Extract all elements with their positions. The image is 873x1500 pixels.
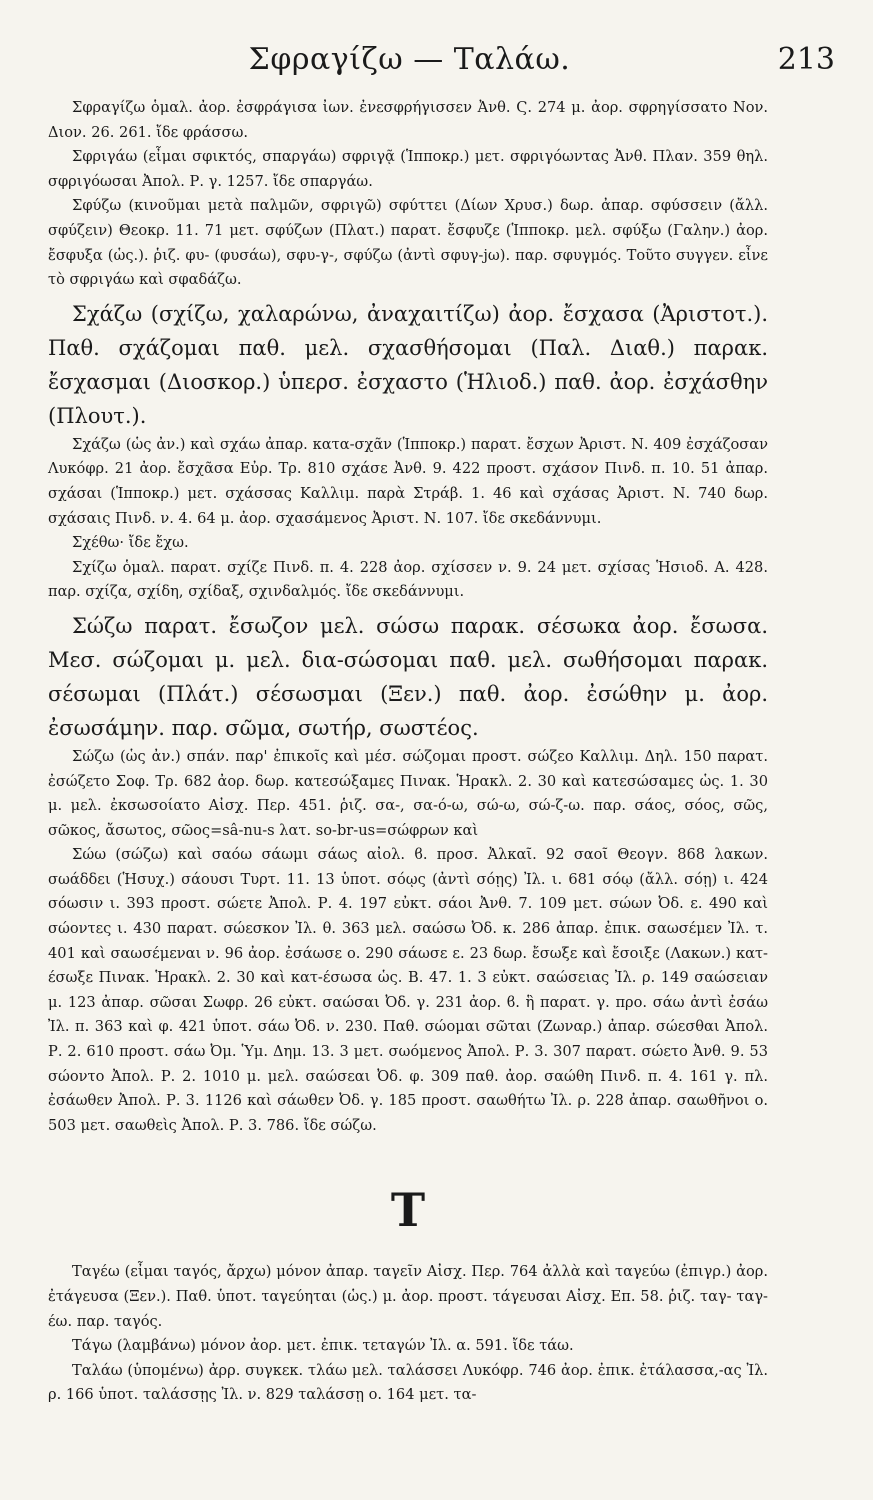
entry-schazo-forms: Σχάζω (ὡς ἀν.) καὶ σχάω ἀπαρ. κατα-σχᾶν (Ἱπποκρ.) παρατ. ἔσχων Ἀριστ. Ν. 409 ἐσχάζοσαν Λυκόφρ. 21 ἀορ. ἔσχᾶσα Εὐρ. Τρ. 810 σχάσε Ἀνθ. 9. 422 προστ. σχάσον Πινδ. π. 10. 51 ἀπαρ. σχάσαι (Ἱπποκρ.) μετ. σχάσσας Καλλιμ. παρὰ Στράβ. 1. 46 καὶ σχάσας Ἀριστ. Ν. 740 δωρ. σχάσαις Πινδ. ν. 4. 64 μ. ἀορ. σχασάμενος Ἀριστ. Ν. 107. ἴδε σκεδάννυμι. <box>48 435 768 527</box>
page-number: 213 <box>777 42 835 77</box>
entry-sfyzo: Σφύζω (κινοῦμαι μετὰ παλμῶν, σφριγῶ) σφύττει (Δίων Χρυσ.) δωρ. ἀπαρ. σφύσσειν (ἄλλ. σφύζειν) Θεοκρ. 11. 71 μετ. σφύζων (Πλατ.) παρατ. ἔσφυζε (Ἱπποκρ. μελ. σφύξω (Γαλην.) ἀορ. ἔσφυξα (ὡς.). ῥιζ. φυ- (φυσάω), σφυ-γ-, σφύζω (ἀντὶ σφυγ-jω). παρ. σφυγμός. Τοῦτο συγγεν. εἶνε τὸ σφριγάω καὶ σφαδάζω. <box>48 197 768 289</box>
entry-sozo-forms: Σώζω (ὡς ἀν.) σπάν. παρ' ἐπικοῖς καὶ μέσ. σώζομαι προστ. σώζεο Καλλιμ. Δηλ. 150 παρατ. ἐσώζετο Σοφ. Τρ. 682 ἀορ. δωρ. κατεσώξαμες Πινακ. Ἡρακλ. 2. 30 καὶ κατεσώσαμες ὡς. 1. 30 μ. μελ. ἐκσωσοίατο Αἰσχ. Περ. 451. ῥιζ. σα-, σα-ό-ω, σώ-ω, σώ-ζ-ω. παρ. σάος, σόος, σῶς, σῶκος, ἄσωτος, σῶος=sâ-nu-s λατ. so-br-us=σώφρων καὶ <box>48 747 768 839</box>
entry-schizo: Σχίζω ὁμαλ. παρατ. σχίζε Πινδ. π. 4. 228 ἀορ. σχίσσεν ν. 9. 24 μετ. σχίσας Ἡσιοδ. Α. 428. παρ. σχίζα, σχίδη, σχίδαξ, σχινδαλμός. ἴδε σκεδάννυμι. <box>48 558 768 601</box>
entry-sozo-main: Σώζω παρατ. ἔσωζον μελ. σώσω παρακ. σέσωκα ἀορ. ἔσωσα. Μεσ. σώζομαι μ. μελ. δια-σώσομαι παθ. μελ. σωθήσομαι παρακ. σέσωμαι (Πλάτ.) σέσωσμαι (Ξεν.) παθ. ἀορ. ἐσώθην μ. ἀορ. ἐσωσάμην. παρ. σῶμα, σωτήρ, σωστέος. <box>48 613 768 740</box>
entry-tago: Τάγω (λαμβάνω) μόνον ἀορ. μετ. ἐπικ. τεταγών Ἰλ. α. 591. ἴδε τάω. <box>72 1337 574 1355</box>
entry-schazo-main: Σχάζω (σχίζω, χαλαρώνω, ἀναχαιτίζω) ἀορ. ἔσχασα (Ἀριστοτ.). Παθ. σχάζομαι παθ. μελ. σχασθήσομαι (Παλ. Διαθ.) παρακ. ἔσχασμαι (Διοσκορ.) ὑπερσ. ἐσχαστο (Ἡλιοδ.) παθ. ἀορ. ἐσχάσθην (Πλουτ.). <box>48 301 768 428</box>
running-head: Σφραγίζω — Ταλάω. <box>248 42 571 77</box>
entry-sfrigao: Σφριγάω (εἶμαι σφικτός, σπαργάω) σφριγᾷ (Ἱπποκρ.) μετ. σφριγόωντας Ἀνθ. Πλαν. 359 θηλ. σφριγόωσαι Ἀπολ. Ρ. γ. 1257. ἴδε σπαργάω. <box>48 148 768 190</box>
entry-tageo: Ταγέω (εἶμαι ταγός, ἄρχω) μόνον ἀπαρ. ταγεῖν Αἰσχ. Περ. 764 ἀλλὰ καὶ ταγεύω (ἐπιγρ.) ἀορ. ἐτάγευσα (Ξεν.). Παθ. ὑποτ. ταγεύηται (ὡς.) μ. ἀορ. προστ. τάγευσαι Αἰσχ. Επ. 58. ῥιζ. ταγ- ταγ-έω. παρ. ταγός. <box>48 1263 768 1330</box>
section-letter: Τ <box>390 1183 426 1238</box>
entry-sfragizo: Σφραγίζω ὁμαλ. ἀορ. ἐσφράγισα ἰων. ἐνεσφρήγισσεν Ἀνθ. Ϛ. 274 μ. ἀορ. σφρηγίσσατο Νον. Διον. 26. 261. ἴδε φράσσω. <box>48 99 768 141</box>
entry-talao: Ταλάω (ὑπομένω) ἀρρ. συγκεκ. τλάω μελ. ταλάσσει Λυκόφρ. 746 ἀορ. ἐπικ. ἐτάλασσα,-ας Ἰλ. ρ. 166 ὑποτ. ταλάσσῃς Ἰλ. ν. 829 ταλάσσῃ ο. 164 μετ. τα- <box>48 1361 768 1404</box>
entry-soo: Σώω (σώζω) καὶ σαόω σάωμι σάως αἰολ. ϐ. προσ. Ἀλκαῖ. 92 σαοῖ Θεογν. 868 λακων. σωάδδει (Ἡσυχ.) σάουσι Τυρτ. 11. 13 ὑποτ. σόῳς (ἀντὶ σόῃς) Ἰλ. ι. 681 σόῳ (ἄλλ. σόῃ) ι. 424 σόωσιν ι. 393 προστ. σώετε Ἀπολ. Ρ. 4. 197 εὐκτ. σάοι Ἀνθ. 7. 109 μετ. σώων Ὀδ. ε. 490 καὶ σώοντες ι. 430 παρατ. σώεσκον Ἰλ. θ. 363 μελ. σαώσω Ὀδ. κ. 286 ἀπαρ. ἐπικ. σαωσέμεν Ἰλ. τ. 401 καὶ σαωσέμεναι ν. 96 ἀορ. ἐσάωσε ο. 290 σάωσε ε. 23 δωρ. ἔσωξε καὶ ἔσοιξε (Λακων.) κατ-έσωξε Πινακ. Ἡρακλ. 2. 30 καὶ κατ-έσωσα ὡς. Β. 47. 1. 3 εὐκτ. σαώσειας Ἰλ. ρ. 149 σαώσειαν μ. 123 ἀπαρ. σῶσαι Σωφρ. 26 εὐκτ. σαώσαι Ὀδ. γ. 231 ἀορ. ϐ. ἣ παρατ. γ. προ. σάω ἀντὶ ἐσάω Ἰλ. π. 363 καὶ φ. 421 ὑποτ. σάω Ὀδ. ν. 230. Παθ. σώομαι σῶται (Ζωναρ.) ἀπαρ. σώεσθαι Ἀπολ. Ρ. 2. 610 προστ. σάω Ὀμ. Ὑμ. Δημ. 13. 3 μετ. σωόμενος Ἀπολ. Ρ. 3. 307 παρατ. σώετο Ἀνθ. 9. 53 σώοντο Ἀπολ. Ρ. 2. 1010 μ. μελ. σαώσεαι Ὀδ. φ. 309 παθ. ἀορ. σαώθη Πινδ. π. 4. 161 γ. πλ. ἐσάωθεν Ἀπολ. Ρ. 3. 1126 καὶ σάωθεν Ὀδ. γ. 185 προστ. σαωθήτω Ἰλ. ρ. 228 ἀπαρ. σαωθῆνοι ο. 503 μετ. σαωθεὶς Ἀπολ. Ρ. 3. 786. ἴδε σώζω. <box>48 846 768 1134</box>
entry-schetho: Σχέθω· ἴδε ἔχω. <box>72 534 189 552</box>
dictionary-body <box>48 96 768 1408</box>
page-header <box>76 40 835 90</box>
